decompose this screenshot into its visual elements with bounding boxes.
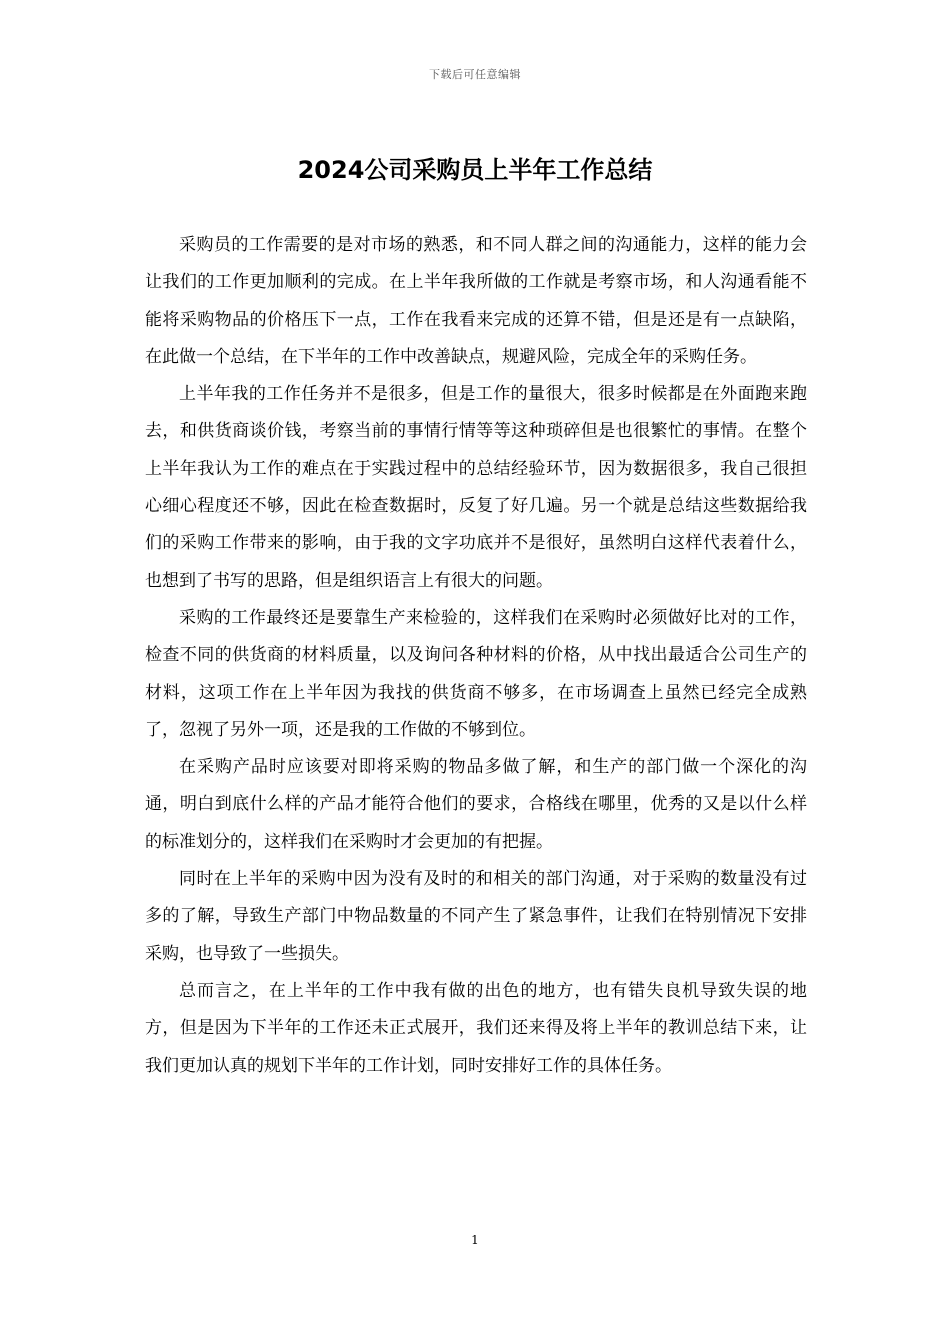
paragraph-2: 上半年我的工作任务并不是很多，但是工作的量很大，很多时候都是在外面跑来跑去，和供货商谈价钱，考察当前的事情行情等等这种琐碎但是也很繁忙的事情。在整个上半年我认为工作的难点在于实践过程中的总结经验环节，因为数据很多，我自己很担心细心程度还不够，因此在检查数据时，反复了好几遍。另一个就是总结这些数据给我们的采购工作带来的影响，由于我的文字功底并不是很好，虽然明白这样代表着什么，也想到了书写的思路，但是组织语言上有很大的问题。 (145, 384, 807, 591)
document-body (145, 227, 807, 1085)
document-title: 2024公司采购员上半年工作总结 (297, 156, 653, 184)
page-number: 1 (471, 1233, 479, 1247)
paragraph-6: 总而言之，在上半年的工作中我有做的出色的地方，也有错失良机导致失误的地方，但是因为下半年的工作还未正式展开，我们还来得及将上半年的教训总结下来，让我们更加认真的规划下半年的工作计划，同时安排好工作的具体任务。 (145, 980, 807, 1076)
paragraph-5: 同时在上半年的采购中因为没有及时的和相关的部门沟通，对于采购的数量没有过多的了解，导致生产部门中物品数量的不同产生了紧急事件，让我们在特别情况下安排采购，也导致了一些损失。 (145, 869, 807, 964)
paragraph-4: 在采购产品时应该要对即将采购的物品多做了解，和生产的部门做一个深化的沟通，明白到底什么样的产品才能符合他们的要求，合格线在哪里，优秀的又是以什么样的标准划分的，这样我们在采购时才会更加的有把握。 (145, 757, 807, 852)
paragraph-1: 采购员的工作需要的是对市场的熟悉，和不同人群之间的沟通能力，这样的能力会让我们的工作更加顺利的完成。在上半年我所做的工作就是考察市场，和人沟通看能不能将采购物品的价格压下一点，工作在我看来完成的还算不错，但是还是有一点缺陷，在此做一个总结，在下半年的工作中改善缺点，规避风险，完成全年的采购任务。 (145, 235, 807, 367)
paragraph-3: 采购的工作最终还是要靠生产来检验的，这样我们在采购时必须做好比对的工作，检查不同的供货商的材料质量，以及询问各种材料的价格，从中找出最适合公司生产的材料，这项工作在上半年因为我找的供货商不够多，在市场调查上虽然已经完全成熟了，忽视了另外一项，还是我的工作做的不够到位。 (145, 607, 807, 740)
header-note: 下载后可任意编辑 (429, 68, 521, 81)
